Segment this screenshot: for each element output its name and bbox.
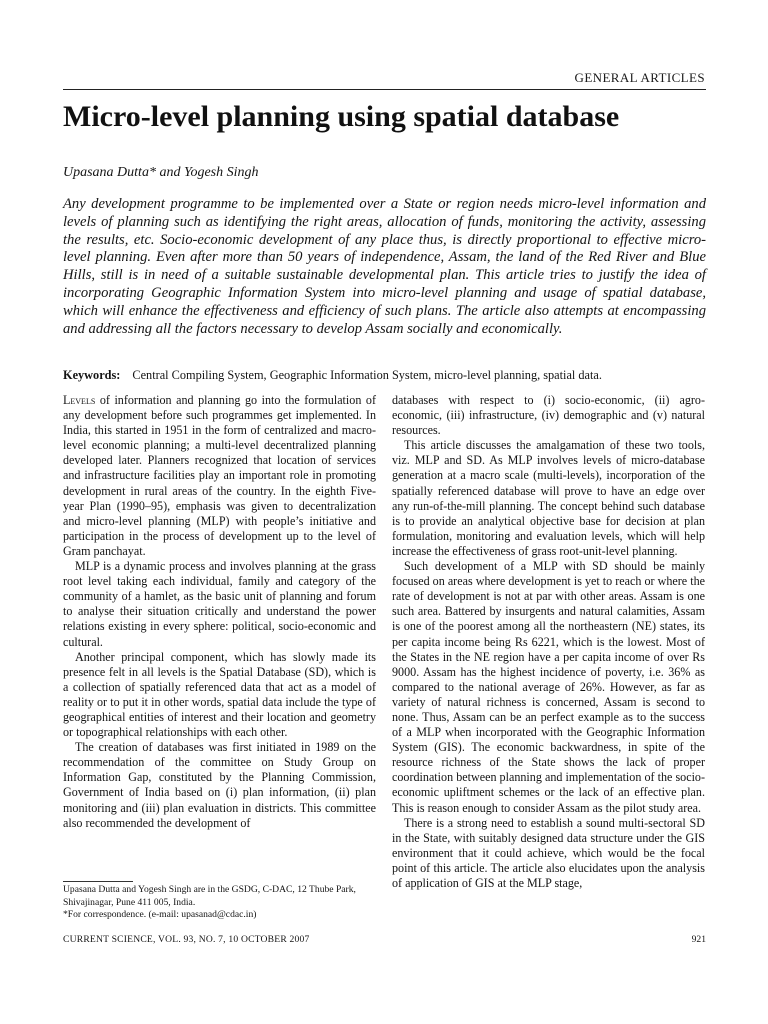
body-paragraph: databases with respect to (i) socio-economic, (ii) agro-economic, (iii) infrastructure, (iv) demographic and (v) natural resources. xyxy=(392,393,705,438)
body-paragraph xyxy=(63,393,376,559)
body-paragraph: MLP is a dynamic process and involves planning at the grass root level taking each individual, family and category of the community of a hamlet, as the basic unit of planning and forum to analyse their situation critically and understand the power relations existing in every sphere: political, socio-economic and cultural. xyxy=(63,559,376,649)
header-rule xyxy=(63,89,706,90)
keywords-text: Central Compiling System, Geographic Information System, micro-level planning, spatial data. xyxy=(132,368,602,382)
body-paragraph: There is a strong need to establish a sound multi-sectoral SD in the State, with suitably designed data structure under the GIS environment that it could achieve, which would be the focal point of this article. The article also elucidates upon the analysis of application of GIS at the MLP stage, xyxy=(392,815,705,890)
footnote-correspondence: *For correspondence. (e-mail: upasanad@cdac.in) xyxy=(63,909,257,921)
body-column-right xyxy=(392,393,705,891)
footnote-rule xyxy=(63,881,133,882)
body-paragraph: This article discusses the amalgamation of these two tools, viz. MLP and SD. As MLP involves levels of micro-database generation at a macro scale (multi-levels), incorporation of the spatially referenced database will prove to have an edge over any run-of-the-mill planning. The concept behind such database is to provide an analytical objective base for decision at plan formulation, monitoring and evaluation levels, which will help increase the effectiveness of grass root-unit-level planning. xyxy=(392,438,705,558)
article-abstract: Any development programme to be implemented over a State or region needs micro-level information and levels of planning such as identifying the right areas, allocation of funds, monitoring the activity, assessing the results, etc. Socio-economic development of any place thus, is directly proportional to effective micro-level planning. Even after more than 50 years of independence, Assam, the land of the Red River and Blue Hills, still is in need of a suitable sustainable developmental plan. This article tries to justify the idea of incorporating Geographic Information System into micro-level planning and usage of spatial database, which will enhance the effectiveness and efficiency of such plans. The article also attempts at encompassing and addressing all the factors necessary to develop Assam socially and economically. xyxy=(63,196,706,337)
body-paragraph: Another principal component, which has slowly made its presence felt in all levels is the Spatial Database (SD), which is a collection of spatially referenced data that act as a model of reality or to put it in other words, spatial data include the type of geographical entities of interest and their location and geometry or topographical relationships with each other. xyxy=(63,649,376,740)
body-column-left xyxy=(63,393,376,831)
paragraph-text: of information and planning go into the formulation of any development before such programmes get implemented. In India, this started in 1951 in the form of centralized and macro-level economic planning; a multi-level decentralized planning developed later. Planners recognized that location of services and infrastructure facilities play an important role in promoting development in rural areas of the country. In the eighth Five-year Plan (1990–95), emphasis was given to decentralization and micro-level planning (MLP) with people’s initiative and participation in the process of development up to the level of Gram panchayat. xyxy=(63,393,376,558)
body-paragraph: Such development of a MLP with SD should be mainly focused on areas where development is yet to reach or where the rate of development is not at par with other areas. Assam is one such area. Battered by insurgents and natural calamities, Assam is one of the poorest among all the northeastern (NE) states, its per capita income being Rs 6221, which is the lowest. Most of the States in the NE region have a per capita income of over Rs 9000. Assam has the highest incidence of poverty, i.e. 36% as compared to the national average of 26%. However, as far as variety of natural richness is concerned, Assam is second to none. Thus, Assam can be an perfect example as to the success of a MLP when incorporated with the Geographic Information System (GIS). The economic backwardness, in spite of the resource richness of the State shows the lack of proper coordination between planning and implementation of the socio-economic upliftment schemes or the lack of an effective plan. This is reason enough to consider Assam as the pilot study area. xyxy=(392,559,705,815)
page-number: 921 xyxy=(691,934,706,945)
article-title: Micro-level planning using spatial database xyxy=(63,100,620,133)
footnote xyxy=(63,884,383,922)
section-label: GENERAL ARTICLES xyxy=(574,70,705,85)
dropcap-word: Levels xyxy=(63,393,96,407)
keywords-line xyxy=(63,368,713,383)
journal-citation: CURRENT SCIENCE, VOL. 93, NO. 7, 10 OCTOBER 2007 xyxy=(63,934,310,945)
keywords-label: Keywords: xyxy=(63,368,121,382)
body-paragraph: The creation of databases was first initiated in 1989 on the recommendation of the committee on Study Group on Information Gap, constituted by the Planning Commission, Government of India based on (i) plan information, (ii) plan monitoring and (iii) plan evaluation in districts. This committee also recommended the development of xyxy=(63,740,376,830)
article-authors: Upasana Dutta* and Yogesh Singh xyxy=(63,165,259,180)
footnote-affiliation: Upasana Dutta and Yogesh Singh are in the GSDG, C-DAC, 12 Thube Park, Shivajinagar, Pune 411 005, India. xyxy=(63,884,356,908)
